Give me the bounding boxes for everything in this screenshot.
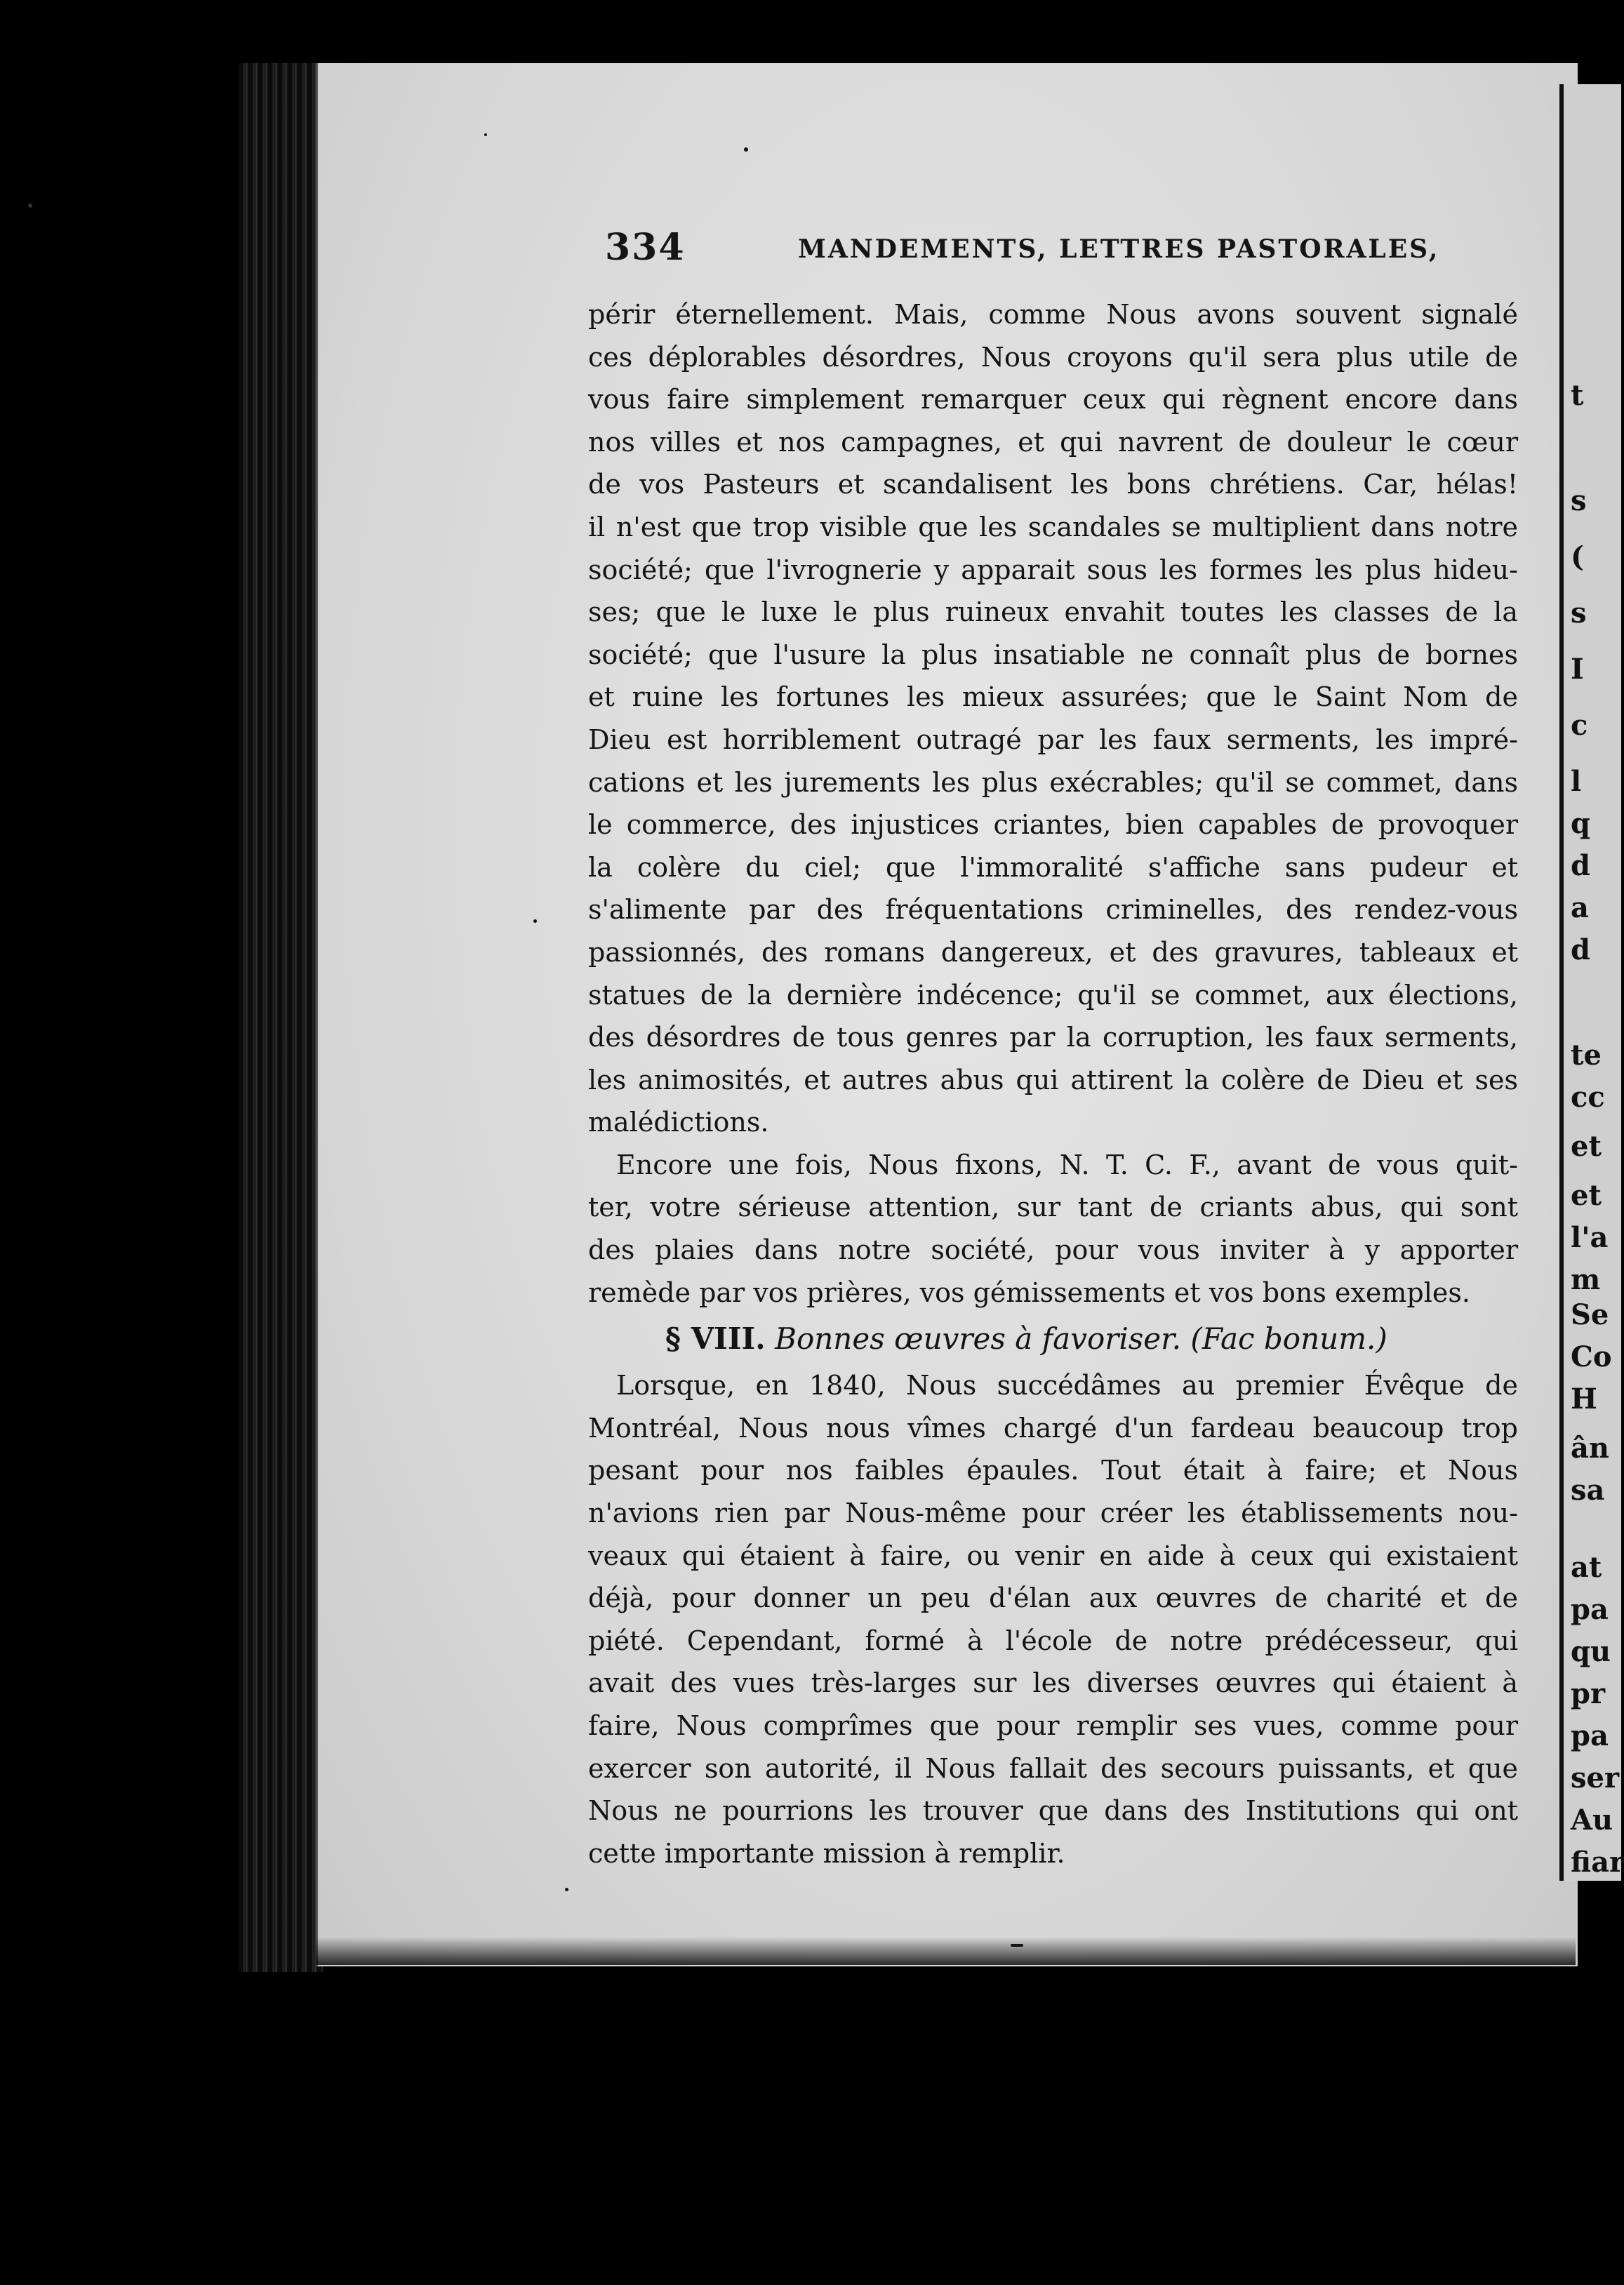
adjacent-page-fragment (1559, 84, 1624, 1881)
adjacent-page-text-fragment: q (1571, 807, 1590, 840)
text-line: société; que l'usure la plus insatiable ne connaît plus de bornes (588, 639, 1518, 670)
page-number: 334 (605, 226, 686, 269)
text-line: des plaies dans notre société, pour vous inviter à y apporter (588, 1234, 1518, 1266)
text-line: n'avions rien par Nous-même pour créer les établissements nou- (588, 1498, 1518, 1529)
text-line: pesant pour nos faibles épaules. Tout était à faire; et Nous (588, 1455, 1518, 1486)
text-line: déjà, pour donner un peu d'élan aux œuvres de charité et de (588, 1583, 1518, 1614)
text-line: cette importante mission à remplir. (588, 1837, 1065, 1869)
section-heading (588, 1314, 1518, 1364)
adjacent-page-text-fragment: Au (1571, 1804, 1613, 1837)
adjacent-page-text-fragment: d (1571, 849, 1590, 882)
adjacent-page-text-fragment: m (1571, 1263, 1601, 1296)
text-line: veaux qui étaient à faire, ou venir en aide à ceux qui existaient (588, 1540, 1518, 1571)
text-line: ses; que le luxe le plus ruineux envahit toutes les classes de la (588, 597, 1518, 628)
text-line: la colère du ciel; que l'immoralité s'affiche sans pudeur et (588, 851, 1518, 883)
text-line: statues de la dernière indécence; qu'il se commet, aux élections, (588, 979, 1518, 1011)
text-line: faire, Nous comprîmes que pour remplir ses vues, comme pour (588, 1710, 1518, 1741)
adjacent-page-text-fragment: ser (1571, 1761, 1620, 1794)
page-bottom-shadow (316, 1937, 1576, 1965)
text-line: le commerce, des injustices criantes, bien capables de provoquer (588, 809, 1518, 841)
text-line: de vos Pasteurs et scandalisent les bons chrétiens. Car, hélas! (588, 469, 1518, 500)
adjacent-page-text-fragment: H (1571, 1383, 1597, 1415)
adjacent-page-text-fragment: qu (1571, 1635, 1611, 1668)
section-number: § VIII. (665, 1321, 766, 1357)
text-line: remède par vos prières, vos gémissements et vos bons exemples. (588, 1277, 1470, 1308)
text-line: exercer son autorité, il Nous fallait des secours puissants, et que (588, 1752, 1518, 1784)
adjacent-page-text-fragment: te (1571, 1039, 1602, 1072)
text-line: piété. Cependant, formé à l'école de notre prédécesseur, qui (588, 1625, 1518, 1656)
text-line: ter, votre sérieuse attention, sur tant de criants abus, qui sont (588, 1192, 1518, 1223)
text-line: Encore une fois, Nous fixons, N. T. C. F., avant de vous quit- (616, 1149, 1518, 1180)
adjacent-page-text-fragment: I (1571, 653, 1584, 686)
text-line: ces déplorables désordres, Nous croyons qu'il sera plus utile de (588, 341, 1518, 373)
adjacent-page-text-fragment: l (1571, 765, 1582, 798)
section-title: Bonnes œuvres à favoriser. (775, 1321, 1181, 1357)
paragraph-3 (588, 1364, 1518, 1874)
adjacent-page-text-fragment: ân (1571, 1432, 1609, 1465)
text-line: vous faire simplement remarquer ceux qui règnent encore dans (588, 384, 1518, 415)
text-line: Nous ne pourrions les trouver que dans des Institutions qui ont (588, 1795, 1518, 1827)
text-line: société; que l'ivrognerie y apparait sous les formes les plus hideu- (588, 554, 1518, 585)
adjacent-page-text-fragment: Co (1571, 1340, 1612, 1373)
paragraph-2 (588, 1144, 1518, 1314)
text-line: et ruine les fortunes les mieux assurées; que le Saint Nom de (588, 681, 1518, 713)
text-line: il n'est que trop visible que les scandales se multiplient dans notre (588, 511, 1518, 542)
text-line: périr éternellement. Mais, comme Nous avons souvent signalé (588, 299, 1518, 330)
paragraph-1 (588, 293, 1518, 1144)
adjacent-page-text-fragment: fiar (1571, 1846, 1624, 1879)
text-line: les animosités, et autres abus qui attirent la colère de Dieu et ses (588, 1064, 1518, 1095)
adjacent-page-text-fragment: pa (1571, 1719, 1609, 1752)
text-line: des désordres de tous genres par la corruption, les faux serments, (588, 1022, 1518, 1053)
text-line: Dieu est horriblement outragé par les faux serments, les impré- (588, 724, 1518, 755)
adjacent-page-text-fragment: et (1571, 1130, 1602, 1163)
adjacent-page-text-fragment: Se (1571, 1298, 1609, 1331)
adjacent-page-text-fragment: at (1571, 1551, 1602, 1584)
adjacent-page-text-fragment: sa (1571, 1474, 1605, 1507)
text-line: passionnés, des romans dangereux, et des gravures, tableaux et (588, 936, 1518, 968)
adjacent-page-text-fragment: ( (1571, 540, 1584, 573)
section-motto: (Fac bonum.) (1190, 1321, 1387, 1357)
text-line: cations et les jurements les plus exécrables; qu'il se commet, dans (588, 766, 1518, 798)
text-line: avait des vues très-larges sur les diverses œuvres qui étaient à (588, 1667, 1518, 1699)
book-fore-edge (239, 63, 323, 1972)
adjacent-page-text-fragment: s (1571, 597, 1587, 629)
adjacent-page-text-fragment: cc (1571, 1081, 1605, 1114)
adjacent-page-text-fragment: l'a (1571, 1221, 1609, 1254)
adjacent-page-text-fragment: et (1571, 1179, 1602, 1212)
page-body-text (588, 293, 1518, 1874)
running-head: MANDEMENTS, LETTRES PASTORALES, (798, 234, 1440, 264)
text-line: nos villes et nos campagnes, et qui navrent de douleur le cœur (588, 426, 1518, 458)
text-line: Lorsque, en 1840, Nous succédâmes au premier Évêque de (616, 1370, 1518, 1401)
adjacent-page-text-fragment: s (1571, 484, 1587, 517)
adjacent-page-text-fragment: a (1571, 891, 1589, 924)
adjacent-page-text-fragment: t (1571, 379, 1584, 412)
adjacent-page-text-fragment: pr (1571, 1677, 1606, 1710)
adjacent-page-text-fragment: d (1571, 933, 1590, 966)
text-line: malédictions. (588, 1107, 769, 1138)
text-line: Montréal, Nous nous vîmes chargé d'un fardeau beaucoup trop (588, 1412, 1518, 1444)
text-line: s'alimente par des fréquentations criminelles, des rendez-vous (588, 894, 1518, 926)
adjacent-page-text-fragment: pa (1571, 1593, 1609, 1626)
adjacent-page-text-fragment: c (1571, 709, 1588, 742)
